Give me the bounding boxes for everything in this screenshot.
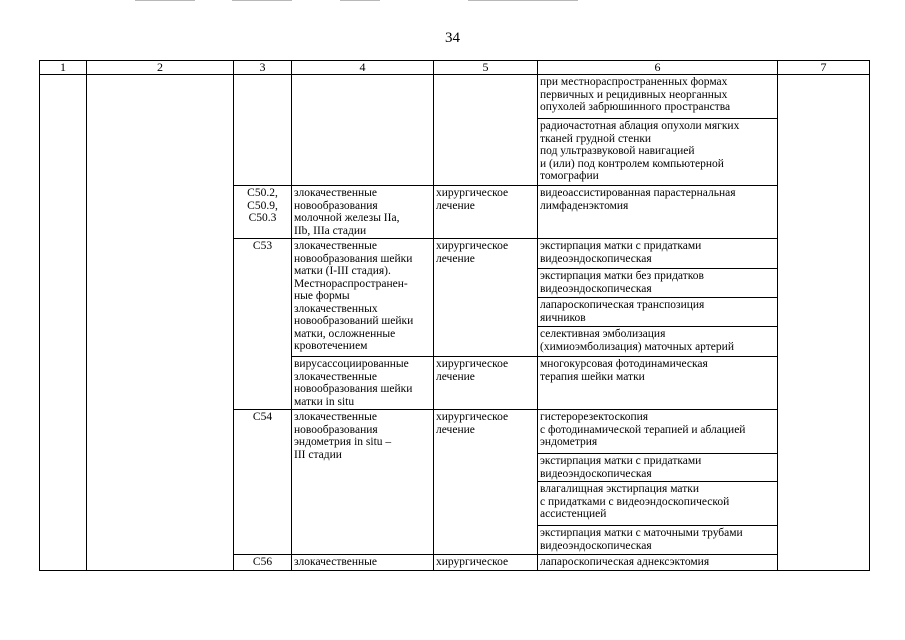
diagnosis-cell-line: злокачественные	[294, 556, 377, 568]
treatment-method-cell	[538, 75, 778, 119]
diagnosis-cell	[292, 555, 434, 571]
treatment-method-cell-line: селективная эмболизация	[540, 328, 666, 340]
treatment-method-cell-line: влагалищная экстирпация матки	[540, 483, 699, 495]
treatment-type-cell	[434, 239, 538, 357]
treatment-method-cell-line: видеоэндоскопическая	[540, 467, 652, 480]
diagnosis-cell-line: новообразования шейки	[294, 252, 413, 265]
treatment-type-cell	[434, 75, 538, 186]
treatment-method-cell-line: радиочастотная аблация опухоли мягких	[540, 120, 740, 132]
treatment-method-cell-line: терапия шейки матки	[540, 370, 645, 383]
treatment-method-cell	[538, 119, 778, 186]
treatment-type-cell-line: лечение	[436, 423, 475, 436]
treatment-method-cell	[538, 298, 778, 327]
treatment-method-cell-line: первичных и рецидивных неорганных	[540, 88, 728, 101]
treatment-method-cell-line: экстирпация матки с придатками	[540, 455, 702, 467]
icd-code-cell	[234, 186, 292, 239]
diagnosis-cell-line: Местнораспространен-	[294, 277, 408, 290]
column-7-cell	[778, 75, 870, 571]
column-number-row	[40, 61, 870, 75]
diagnosis-cell-line: III стадии	[294, 448, 342, 461]
treatment-method-cell-line: видеоассистированная парастернальная	[540, 187, 736, 199]
treatment-method-cell-line: и (или) под контролем компьютерной	[540, 157, 724, 170]
column-number-cell: 7	[778, 61, 870, 75]
treatment-method-cell-line: лапароскопическая аднексэктомия	[540, 556, 710, 568]
icd-code-cell-line: C50.2,	[247, 187, 278, 199]
diagnosis-cell-line: вирусассоциированные	[294, 358, 409, 370]
treatment-type-cell	[434, 410, 538, 555]
treatment-type-cell-line: хирургическое	[436, 187, 509, 199]
treatment-method-cell	[538, 555, 778, 571]
diagnosis-cell-line: кровотечением	[294, 340, 368, 352]
icd-code-cell	[234, 410, 292, 555]
column-number-cell: 6	[538, 61, 778, 75]
icd-code-cell-line: C50.9,	[247, 199, 278, 212]
treatment-method-cell-line: экстирпация матки без придатков	[540, 270, 704, 282]
treatment-method-cell-line: многокурсовая фотодинамическая	[540, 358, 708, 370]
icd-code-cell-line: C53	[252, 240, 273, 252]
treatment-method-cell	[538, 526, 778, 555]
medical-services-table	[39, 60, 870, 571]
treatment-type-cell	[434, 186, 538, 239]
treatment-method-cell	[538, 327, 778, 357]
column-number-cell: 2	[87, 61, 234, 75]
diagnosis-cell-line: злокачественные	[294, 240, 377, 252]
column-number-cell: 4	[292, 61, 434, 75]
diagnosis-cell-line: матки (I-III стадия).	[294, 265, 391, 277]
treatment-type-cell	[434, 555, 538, 571]
treatment-type-cell-line: лечение	[436, 252, 475, 265]
treatment-method-cell-line: видеоэндоскопическая	[540, 252, 652, 265]
treatment-method-cell	[538, 482, 778, 526]
diagnosis-cell	[292, 357, 434, 410]
diagnosis-cell	[292, 410, 434, 555]
column-number-cell: 3	[234, 61, 292, 75]
treatment-method-cell-line: с придатками с видеоэндоскопической	[540, 495, 730, 508]
treatment-type-cell-line: лечение	[436, 199, 475, 212]
top-edge-rule	[468, 0, 578, 1]
diagnosis-cell-line: эндометрия in situ –	[294, 436, 392, 448]
treatment-type-cell-line: хирургическое	[436, 240, 509, 252]
diagnosis-cell-line: новообразований шейки	[294, 315, 414, 327]
icd-code-cell-line: C56	[252, 556, 273, 568]
diagnosis-cell-line: матки, осложненные	[294, 327, 396, 340]
column-number-cell: 5	[434, 61, 538, 75]
treatment-method-cell-line: гистерорезектоскопия	[540, 411, 649, 423]
diagnosis-cell-line: новообразования	[294, 199, 378, 212]
column-1-cell	[40, 75, 87, 571]
column-2-cell	[87, 75, 234, 571]
treatment-method-cell-line: лимфаденэктомия	[540, 199, 629, 212]
icd-code-cell-line: C54	[252, 411, 273, 423]
treatment-type-cell	[434, 357, 538, 410]
treatment-method-cell-line: экстирпация матки с маточными трубами	[540, 527, 743, 539]
table-row	[40, 75, 870, 119]
diagnosis-cell-line: ные формы	[294, 290, 350, 302]
treatment-method-cell-line: под ультразвуковой навигацией	[540, 145, 695, 157]
diagnosis-cell-line: злокачественные	[294, 187, 377, 199]
treatment-method-cell-line: с фотодинамической терапией и аблацией	[540, 423, 746, 436]
treatment-method-cell	[538, 410, 778, 454]
page-number: 34	[445, 30, 460, 46]
icd-code-cell	[234, 555, 292, 571]
treatment-method-cell-line: яичников	[540, 311, 586, 324]
diagnosis-cell-line: IIb, IIIa стадии	[294, 224, 367, 237]
treatment-method-cell	[538, 239, 778, 269]
treatment-method-cell-line: экстирпация матки с придатками	[540, 240, 702, 252]
treatment-method-cell-line: томографии	[540, 170, 599, 182]
top-edge-rule	[135, 0, 195, 1]
treatment-method-cell-line: (химиоэмболизация) маточных артерий	[540, 340, 734, 353]
treatment-type-cell-line: хирургическое	[436, 411, 509, 423]
treatment-method-cell-line: лапароскопическая транспозиция	[540, 299, 705, 311]
diagnosis-cell-line: молочной железы IIa,	[294, 212, 400, 224]
diagnosis-cell	[292, 75, 434, 186]
diagnosis-cell-line: злокачественных	[294, 302, 378, 315]
treatment-method-cell-line: опухолей забрюшинного пространства	[540, 101, 731, 113]
treatment-method-cell-line: видеоэндоскопическая	[540, 539, 652, 552]
diagnosis-cell	[292, 239, 434, 357]
top-edge-rule	[340, 0, 380, 1]
treatment-method-cell-line: видеоэндоскопическая	[540, 282, 652, 295]
icd-code-cell-line: C50.3	[248, 212, 277, 224]
diagnosis-cell-line: злокачественные	[294, 370, 377, 383]
icd-code-cell	[234, 75, 292, 186]
top-edge-rule	[232, 0, 292, 1]
treatment-type-cell-line: хирургическое	[436, 556, 509, 568]
treatment-method-cell	[538, 269, 778, 298]
diagnosis-cell-line: новообразования шейки	[294, 383, 413, 395]
treatment-method-cell	[538, 357, 778, 410]
treatment-type-cell-line: лечение	[436, 370, 475, 383]
column-number-cell: 1	[40, 61, 87, 75]
treatment-method-cell	[538, 186, 778, 239]
diagnosis-cell-line: матки in situ	[294, 395, 355, 408]
treatment-method-cell	[538, 454, 778, 482]
treatment-method-cell-line: тканей грудной стенки	[540, 132, 652, 145]
treatment-method-cell-line: при местнораспространенных формах	[540, 76, 728, 88]
diagnosis-cell-line: злокачественные	[294, 411, 377, 423]
treatment-type-cell-line: хирургическое	[436, 358, 509, 370]
icd-code-cell	[234, 239, 292, 410]
diagnosis-cell-line: новообразования	[294, 423, 378, 436]
treatment-method-cell-line: ассистенцией	[540, 508, 607, 520]
treatment-method-cell-line: эндометрия	[540, 436, 598, 448]
diagnosis-cell	[292, 186, 434, 239]
